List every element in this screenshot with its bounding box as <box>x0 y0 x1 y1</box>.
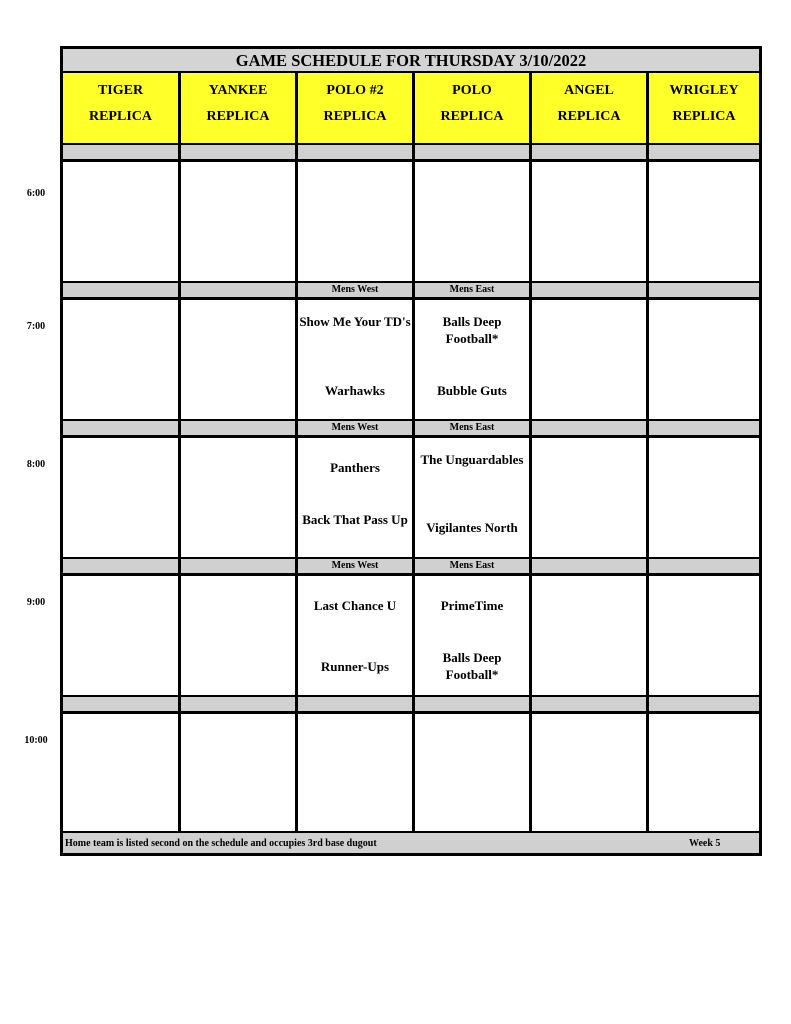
column-divider <box>178 73 181 831</box>
rule <box>63 711 759 714</box>
time-label-10: 10:00 <box>24 735 48 746</box>
team-away: Last Chance U <box>313 598 397 613</box>
field-name: TIGER <box>97 83 144 98</box>
team-away: Show Me Your TD's <box>299 314 411 329</box>
week-label: Week 5 <box>689 838 721 849</box>
team-away: The Unguardables <box>420 452 524 467</box>
team-home: Back That Pass Up <box>302 512 408 527</box>
rule <box>63 159 759 162</box>
band-6 <box>63 145 759 159</box>
field-header-yankee <box>181 73 295 143</box>
team-home: Bubble Guts <box>437 383 507 398</box>
column-divider <box>646 73 649 831</box>
team-away: Panthers <box>330 460 380 475</box>
field-name: POLO #2 <box>326 83 384 98</box>
field-header-tiger <box>63 73 178 143</box>
team-away: Balls Deep Football* <box>442 314 502 346</box>
division-label: Mens East <box>449 560 495 571</box>
team-away: PrimeTime <box>440 598 504 613</box>
rule <box>63 143 759 145</box>
field-name: POLO <box>452 83 492 98</box>
field-type: REPLICA <box>206 109 270 124</box>
footer-bar <box>63 833 759 853</box>
field-header-wrigley <box>649 73 759 143</box>
column-divider <box>529 73 532 831</box>
field-name: ANGEL <box>564 83 614 98</box>
team-home: Vigilantes North <box>426 520 518 535</box>
time-label-7: 7:00 <box>26 321 46 332</box>
field-type: REPLICA <box>88 109 152 124</box>
field-header-polo <box>415 73 529 143</box>
schedule-title: GAME SCHEDULE FOR THURSDAY 3/10/2022 <box>63 49 759 73</box>
field-header-polo2 <box>298 73 412 143</box>
division-label: Mens East <box>449 284 495 295</box>
field-type: REPLICA <box>440 109 504 124</box>
division-label: Mens West <box>331 422 379 433</box>
field-name: WRIGLEY <box>669 83 739 98</box>
team-home: Warhawks <box>325 383 385 398</box>
field-type: REPLICA <box>323 109 387 124</box>
division-label: Mens West <box>331 560 379 571</box>
column-divider <box>295 73 298 831</box>
division-label: Mens West <box>331 284 379 295</box>
division-label: Mens East <box>449 422 495 433</box>
rule <box>63 695 759 697</box>
field-type: REPLICA <box>672 109 736 124</box>
time-label-6: 6:00 <box>26 188 46 199</box>
band-10 <box>63 697 759 711</box>
schedule-table <box>60 46 762 856</box>
time-label-9: 9:00 <box>26 597 46 608</box>
home-team-note: Home team is listed second on the schedule and occupies 3rd base dugout <box>65 838 377 849</box>
field-header-angel <box>532 73 646 143</box>
team-home: Balls Deep Football* <box>442 650 502 682</box>
field-name: YANKEE <box>208 83 268 98</box>
time-label-8: 8:00 <box>26 459 46 470</box>
field-type: REPLICA <box>557 109 621 124</box>
team-home: Runner-Ups <box>320 659 390 674</box>
